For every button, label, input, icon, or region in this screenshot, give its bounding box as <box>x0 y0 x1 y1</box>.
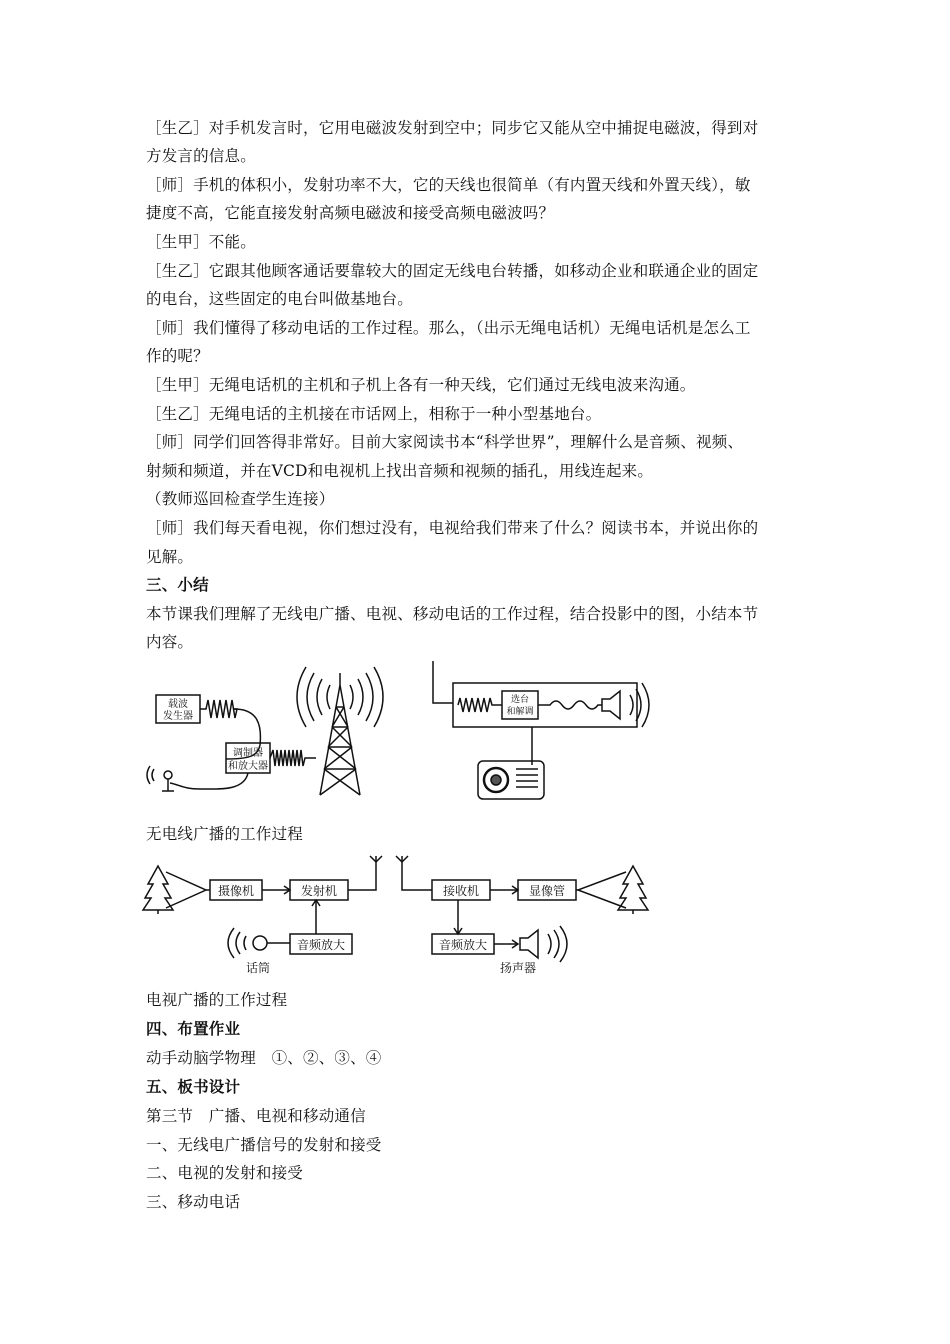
dialogue-line: ［生乙］对手机发言时，它用电磁波发射到空中；同步它又能从空中捕捉电磁波，得到对 <box>146 119 759 137</box>
carrier-box-label: 发生器 <box>163 711 193 722</box>
receiver-label: 接收机 <box>442 884 480 898</box>
summary-line: 内容。 <box>146 633 194 651</box>
dialogue-line: （教师巡回检查学生连接） <box>146 490 335 508</box>
dialogue-line: 射频和频道，并在VCD和电视机上找出音频和视频的插孔，用线连起来。 <box>146 462 654 480</box>
section-heading-board: 五、板书设计 <box>146 1078 241 1096</box>
tuner-box-label: 和解调 <box>506 707 534 717</box>
section-heading-summary: 三、小结 <box>146 576 209 594</box>
dialogue-line: ［师］我们每天看电视，你们想过没有，电视给我们带来了什么？阅读书本，并说出你的 <box>146 519 759 537</box>
modulator-box-label: 和放大器 <box>228 761 268 772</box>
tv-broadcast-figure <box>140 852 660 982</box>
dialogue-line: ［生甲］无绳电话机的主机和子机上各有一种天线，它们通过无线电波来沟通。 <box>146 376 696 394</box>
summary-line: 本节课我们理解了无线电广播、电视、移动电话的工作过程，结合投影中的图，小结本节 <box>146 605 759 623</box>
dialogue-line: ［生乙］无绳电话的主机接在市话网上，相称于一种小型基地台。 <box>146 405 602 423</box>
dialogue-line: 方发言的信息。 <box>146 147 256 165</box>
carrier-box-label: 载波 <box>168 699 188 710</box>
transmitter-label: 发射机 <box>300 884 338 898</box>
radio-broadcast-figure <box>140 655 660 805</box>
section-heading-homework: 四、布置作业 <box>146 1020 241 1038</box>
dialogue-line: 的电台，这些固定的电台叫做基地台。 <box>146 290 413 308</box>
dialogue-line: 作的呢？ <box>146 347 209 365</box>
board-item: 一、无线电广播信号的发射和接受 <box>146 1136 382 1154</box>
picture-tube-label: 显像管 <box>528 884 566 898</box>
microphone-label: 话筒 <box>245 961 271 975</box>
dialogue-line: ［生甲］不能。 <box>146 233 256 251</box>
dialogue-line: ［师］手机的体积小，发射功率不大，它的天线也很简单（有内置天线和外置天线），敏 <box>146 176 751 194</box>
homework-text: 动手动脑学物理 ①、②、③、④ <box>146 1049 382 1067</box>
radio-figure-caption: 无电线广播的工作过程 <box>146 825 304 843</box>
audio-amp-right-label: 音频放大 <box>438 938 488 952</box>
modulator-box-label: 调制器 <box>233 748 263 759</box>
board-title: 第三节 广播、电视和移动通信 <box>146 1107 366 1125</box>
dialogue-line: ［师］我们懂得了移动电话的工作过程。那么，（出示无绳电话机）无绳电话机是怎么工 <box>146 319 751 337</box>
audio-amp-left-label: 音频放大 <box>296 938 346 952</box>
tv-figure-caption: 电视广播的工作过程 <box>146 991 288 1009</box>
tuner-box-label: 选台 <box>510 695 530 705</box>
camera-label: 摄像机 <box>217 884 255 898</box>
speaker-label: 扬声器 <box>499 961 537 975</box>
dialogue-line: ［生乙］它跟其他顾客通话要靠较大的固定无线电台转播，如移动企业和联通企业的固定 <box>146 262 759 280</box>
dialogue-line: 见解。 <box>146 548 194 566</box>
dialogue-line: 捷度不高，它能直接发射高频电磁波和接受高频电磁波吗？ <box>146 204 555 222</box>
dialogue-line: ［师］同学们回答得非常好。目前大家阅读书本“科学世界”，理解什么是音频、视频、 <box>146 433 744 451</box>
board-item: 二、电视的发射和接受 <box>146 1164 304 1182</box>
board-item: 三、移动电话 <box>146 1193 241 1211</box>
